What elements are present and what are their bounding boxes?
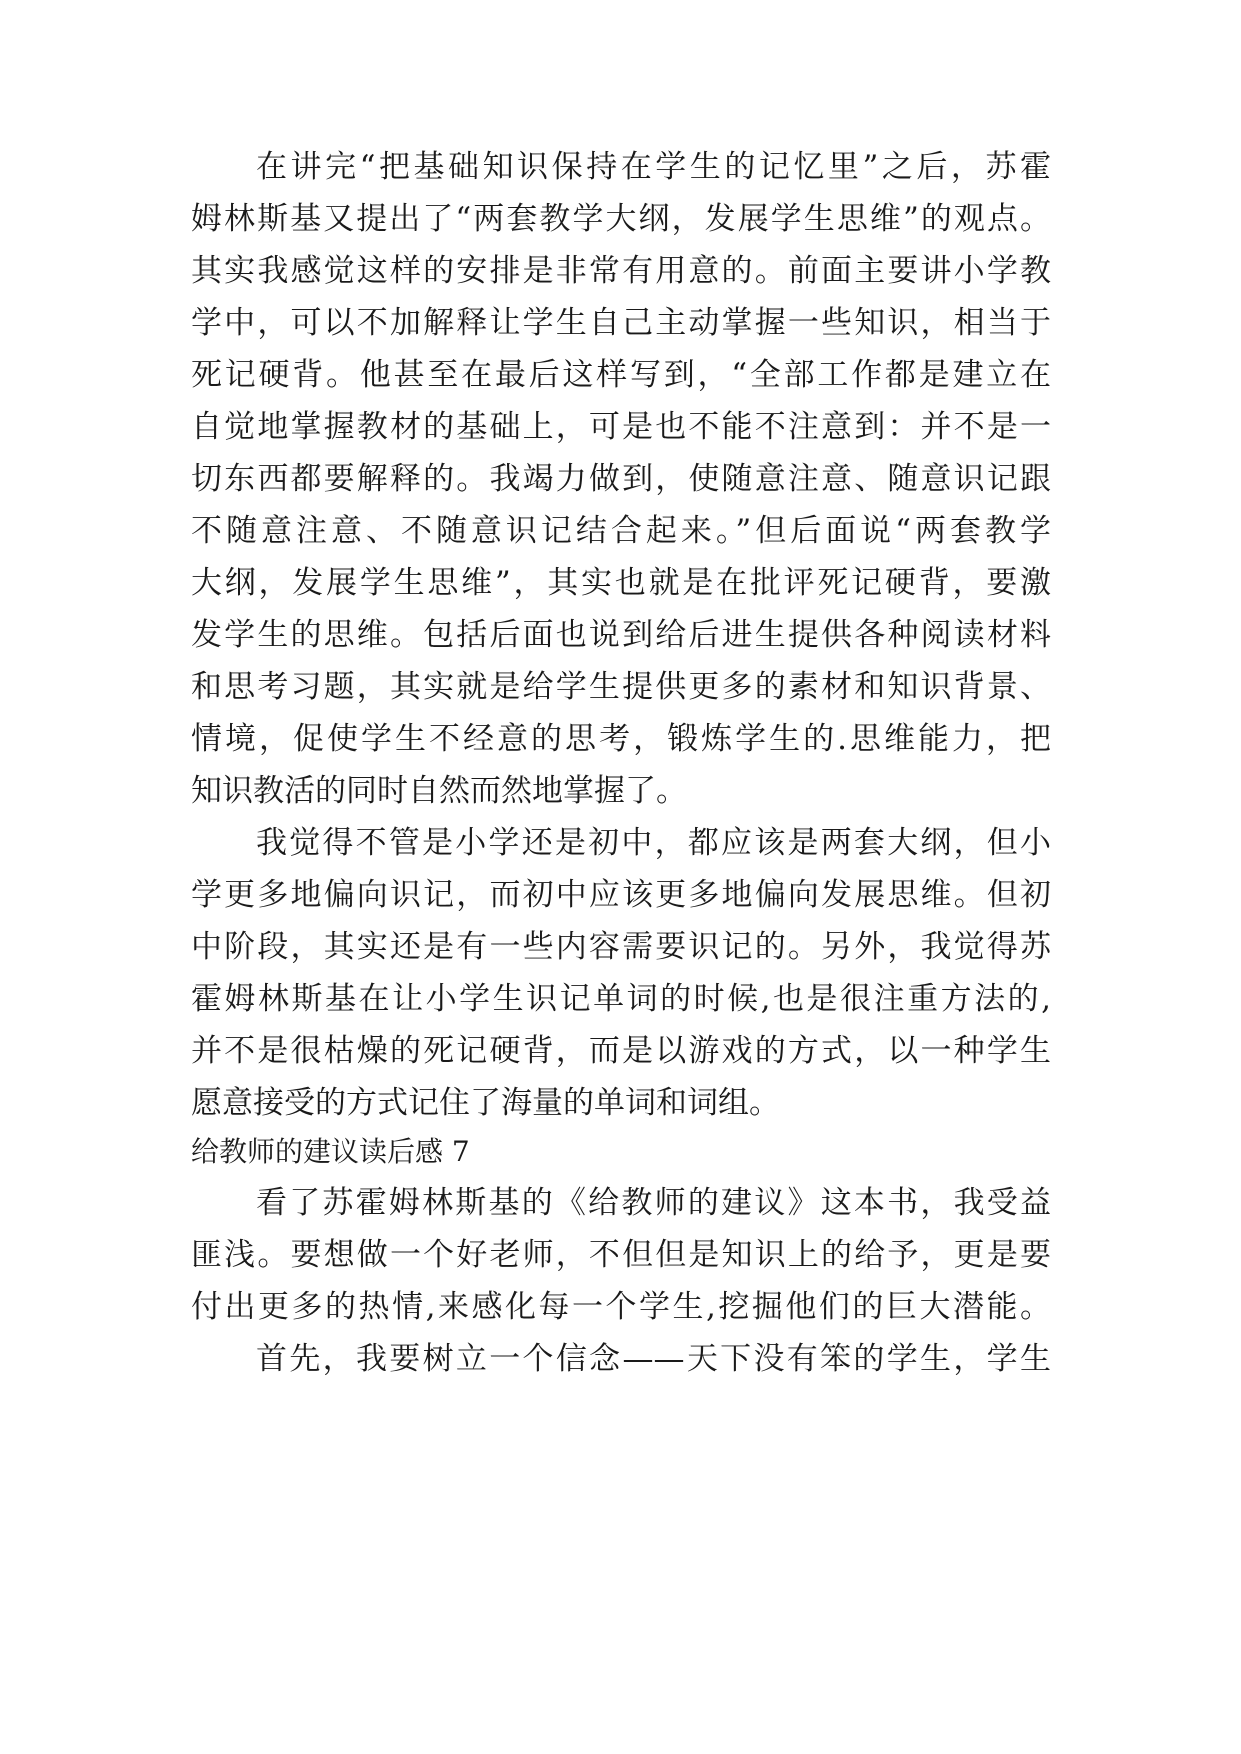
- text-line: 情境，促使学生不经意的思考，锻炼学生的.思维能力，把: [191, 721, 1051, 757]
- text-line: 和思考习题，其实就是给学生提供更多的素材和知识背景、: [191, 669, 1051, 705]
- text-line: 发学生的思维。包括后面也说到给后进生提供各种阅读材料: [191, 617, 1051, 653]
- text-line: 学中，可以不加解释让学生自己主动掌握一些知识，相当于: [191, 305, 1051, 341]
- text-line: 切东西都要解释的。我竭力做到，使随意注意、随意识记跟: [191, 461, 1051, 497]
- text-line: 在讲完“把基础知识保持在学生的记忆里”之后，苏霍: [256, 149, 1051, 185]
- section-heading: 给教师的建议读后感 7: [191, 1135, 470, 1168]
- text-line: 愿意接受的方式记住了海量的单词和词组。: [191, 1085, 780, 1121]
- text-line: 首先，我要树立一个信念——天下没有笨的学生，学生: [256, 1341, 1051, 1377]
- text-line: 大纲，发展学生思维”，其实也就是在批评死记硬背，要激: [191, 565, 1051, 601]
- text-line: 并不是很枯燥的死记硬背，而是以游戏的方式，以一种学生: [191, 1033, 1051, 1069]
- text-line: 霍姆林斯基在让小学生识记单词的时候,也是很注重方法的,: [191, 981, 1051, 1017]
- text-line: 匪浅。要想做一个好老师，不但但是知识上的给予，更是要: [191, 1237, 1051, 1273]
- text-line: 我觉得不管是小学还是初中，都应该是两套大纲，但小: [256, 825, 1051, 861]
- text-line: 知识教活的同时自然而然地掌握了。: [191, 773, 687, 809]
- text-line: 死记硬背。他甚至在最后这样写到，“全部工作都是建立在: [191, 357, 1051, 393]
- text-line: 不随意注意、不随意识记结合起来。”但后面说“两套教学: [191, 513, 1051, 549]
- text-line: 学更多地偏向识记，而初中应该更多地偏向发展思维。但初: [191, 877, 1051, 913]
- text-line: 姆林斯基又提出了“两套教学大纲，发展学生思维”的观点。: [191, 201, 1051, 237]
- text-line: 中阶段，其实还是有一些内容需要识记的。另外，我觉得苏: [191, 929, 1051, 965]
- text-line: 其实我感觉这样的安排是非常有用意的。前面主要讲小学教: [191, 253, 1051, 289]
- text-line: 付出更多的热情,来感化每一个学生,挖掘他们的巨大潜能。: [191, 1289, 1051, 1325]
- text-line: 自觉地掌握教材的基础上，可是也不能不注意到：并不是一: [191, 409, 1051, 445]
- text-line: 看了苏霍姆林斯基的《给教师的建议》这本书，我受益: [256, 1185, 1051, 1221]
